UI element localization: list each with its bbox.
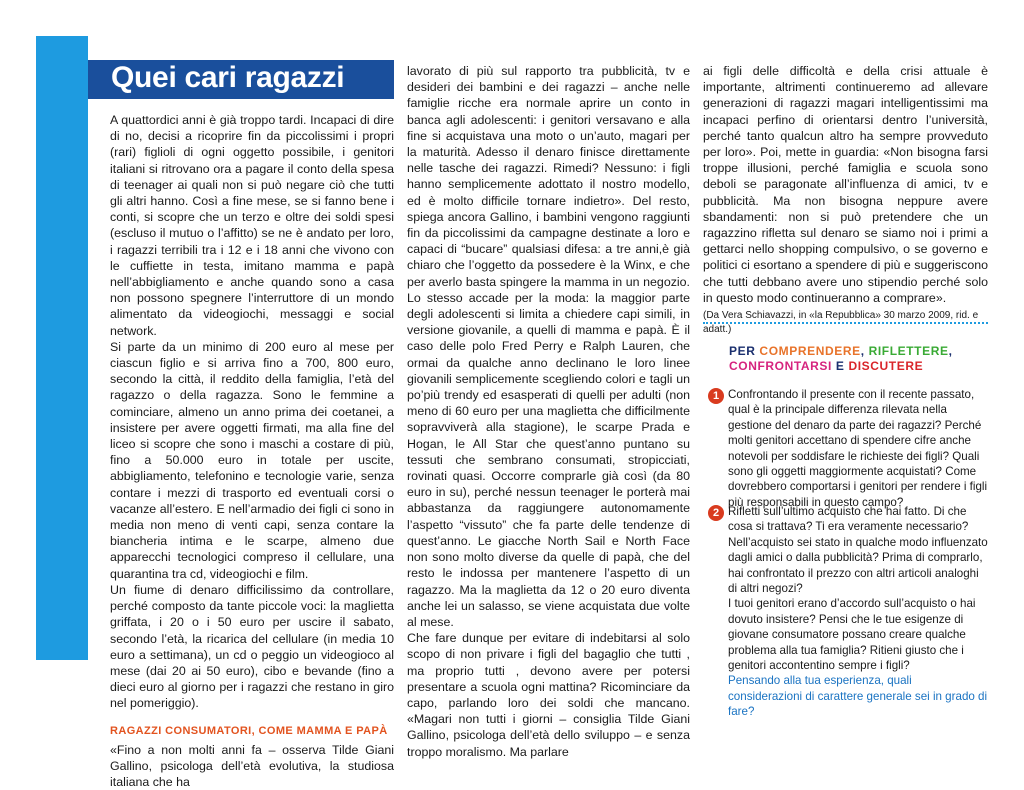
article-title: Quei cari ragazzi xyxy=(111,61,345,94)
question-1 xyxy=(728,387,988,510)
heading-word: COMPRENDERE xyxy=(759,344,861,358)
article-column-2 xyxy=(407,63,690,760)
heading-word: RIFLETTERE xyxy=(868,344,949,358)
paragraph: ai figli delle difficoltà e della crisi attuale è importante, altrimenti continueremo ad allevare generazioni di ragazzi magari intelligentissimi ma incapaci perfino di orientarsi dentro l’università, perché tanto qualcun altro ha sempre provveduto per loro». Poi, mette in guardia: «Non bisogna farsi troppe illusioni, perché famiglia e scuola sono deboli se paragonate all’influenza di amici, tv e pubblicità. Ma non bisogna neppure avere sbandamenti: non si può pretendere che un ragazzino rifletta sul denaro se siamo noi i primi a gettarci nello shopping compulsivo, o se governo e politici ci esortano a spendere di più e suggeriscono che tutti debbano avere uno stipendio perché solo in questo modo continueranno a comprare». xyxy=(703,64,988,305)
heading-word: E xyxy=(835,359,845,373)
question-text: I tuoi genitori erano d’accordo sull’acquisto o hai dovuto insistere? Pensi che le tue esigenze di giovane consumatore possano creare qualche problema alla tua famiglia? Ritieni giusto che i genitori accontentino sempre i figli? xyxy=(728,597,976,673)
side-color-bar xyxy=(36,36,88,660)
paragraph: lavorato di più sul rapporto tra pubblicità, tv e desideri dei bambini e dei ragazzi – anche nelle famiglie ricche era normale aprire un conto in banca agli adolescenti: i genitori versavano e alla fine si acquistava una moto o un’auto, magari per la maturità. Adesso il denaro finisce direttamente nelle tasche dei ragazzi. Rimedi? Nessuno: i figli hanno semplicemente adottato il nostro modello, ed è molto difficile tornare indietro». Del resto, spiega ancora Gallino, i bambini vengono raggiunti fin da piccolissimi da campagne destinate a loro e capaci di “bucare” qualsiasi difesa: a tre anni,è già chiaro che l’oggetto da possedere è la Winx, e che per averlo basta spingere la mamma in un negozio. Lo stesso accade per la moda: la maggior parte degli adolescenti si limita a chiedere capi simili, in versione giovanile, a quelli di mamma e papà. È il caso delle polo Fred Perry e Ralph Lauren, che ormai da qualche anno declinano le loro linee giovanili semplicemente scegliendo colori e tagli un po’più trendy ed esasperati di quelli per adulti (non meno di 60 euro per una maglietta che difficilmente sopravviverà alla stagione), le scarpe Prada e Hogan, le All Star che quest’anno puntano su tessuti che sembrano consumati, stropicciati, rovinati quasi. Occorre comprarle già così (da 80 euro in su), perché nessun teenager le porterà mai abbastanza da raggiungere autonomamente l’aspetto “vissuto” che fa parte delle tendenze di quest’anno. Le giacche North Sail e North Face non sono molto diverse da quelle di papà, che del resto le indossa per mantenere l’aspetto di un ragazzo. Ma la maglietta da 12 o 20 euro diventa anche lei un salasso, se viene acquistata due volte al mese. xyxy=(407,64,690,629)
heading-word: CONFRONTARSI xyxy=(729,359,832,373)
paragraph: A quattordici anni è già troppo tardi. Incapaci di dire di no, decisi a ricoprire fin da piccolissimi i propri (rari) figlioli di ogni oggetto possibile, i genitori italiani si ritrovano ora a pagare il conto della spesa di teenager ai quali non si può negare ciò che tutti gli altri hanno. Così a fine mese, se si fanno bene i conti, si scopre che un terzo e oltre dei soldi spesi (escluso il mutuo o l’affitto) se ne è andato per loro, i ragazzi terribili tra i 12 e i 18 anni che vivono con le cuffiette in testa, imitano mamma e papà nell’abbigliamento e anche quando sono a casa non possono spegnere l’interruttore di un mondo alimentato da videogiochi, messaggi e social network. xyxy=(110,113,394,338)
article-column-1 xyxy=(110,112,394,790)
heading-word: DISCUTERE xyxy=(848,359,924,373)
question-2 xyxy=(728,504,988,720)
question-number-badge: 1 xyxy=(708,388,724,404)
section-subheading: RAGAZZI CONSUMATORI, COME MAMMA E PAPÀ xyxy=(110,724,388,737)
source-citation: (Da Vera Schiavazzi, in «la Repubblica» 30 marzo 2009, rid. e adatt.) xyxy=(703,310,979,336)
paragraph: Si parte da un minimo di 200 euro al mese per ciascun figlio e si arriva fino a 700, 800 euro, secondo la città, il reddito della famiglia, l’età del ragazzo o della ragazza. Sono le femmine a cominciare, almeno un anno prima dei coetanei, a insistere per avere oggetti firmati, ma alla fine del liceo si scopre che sono i maschi a costare di più, fino a 50.000 euro in totale per uscite, abbigliamento, telefonino e tecnologie varie, senza contare i mezzi di trasporto ed eventuali corsi o vacanze all’estero. E nell’armadio dei figli ci sono in media non meno di venti capi, senza contare la biancheria intima e le scarpe, almeno due apparecchi tecnologici compreso il cellulare, una quarantina tra cd, videogiochi e film. xyxy=(110,339,394,581)
article-column-3 xyxy=(703,63,988,337)
question-text: Rifletti sull’ultimo acquisto che hai fatto. Di che cosa si trattava? Ti era veramente necessario? Nell’acquisto sei stato in qualche modo influenzato dagli amici o dalla pubblicità? Prima di comprarlo, hai confrontato il prezzo con altri articoli analoghi di altri negozi? xyxy=(728,505,988,596)
paragraph: Che fare dunque per evitare di indebitarsi al solo scopo di non privare i figli del bagaglio che tutti , ma proprio tutti , devono avere per potersi presentare a scuola ogni mattina? Ricominciare da capo, parlando loro dei soldi che mancano. «Magari non tutti i giorni – consiglia Tilde Giani Gallino, psicologa dell’età dello sviluppo – e senza troppo moralismo. Ma parlare xyxy=(407,631,690,759)
question-conclusion: Pensando alla tua esperienza, quali considerazioni di carattere generale sei in grado di fare? xyxy=(728,674,988,719)
dotted-divider xyxy=(703,322,988,324)
paragraph: «Fino a non molti anni fa – osserva Tilde Giani Gallino, psicologa dell’età evolutiva, la studiosa italiana che ha xyxy=(110,742,394,789)
question-text: Confrontando il presente con il recente passato, qual è la principale differenza rilevata nella gestione del denaro da parte dei ragazzi? Perché molti genitori accettano di spendere cifre anche notevoli per soddisfare le richieste dei figli? Quali sono gli oggetti maggiormente acquistati? Come dovrebbero comportarsi i genitori per rendere i figli più responsabili in questo campo? xyxy=(728,388,988,509)
heading-word: PER xyxy=(729,344,756,358)
heading-punct: , xyxy=(948,344,953,358)
heading-punct: , xyxy=(860,344,865,358)
paragraph: Un fiume di denaro difficilissimo da controllare, perché composto da tante piccole voci: la maglietta griffata, i 20 o i 50 euro per uscire il sabato, secondo l’età, la ricarica del cellulare (in media 10 euro a settimana), un cd o peggio un videogioco al mese (dai 20 ai 50 euro), cibo e bevande (fino a dieci euro al giorno per i ragazzi che restano in giro nel pomeriggio). xyxy=(110,582,394,711)
question-number-badge: 2 xyxy=(708,505,724,521)
exercise-heading xyxy=(729,344,989,374)
